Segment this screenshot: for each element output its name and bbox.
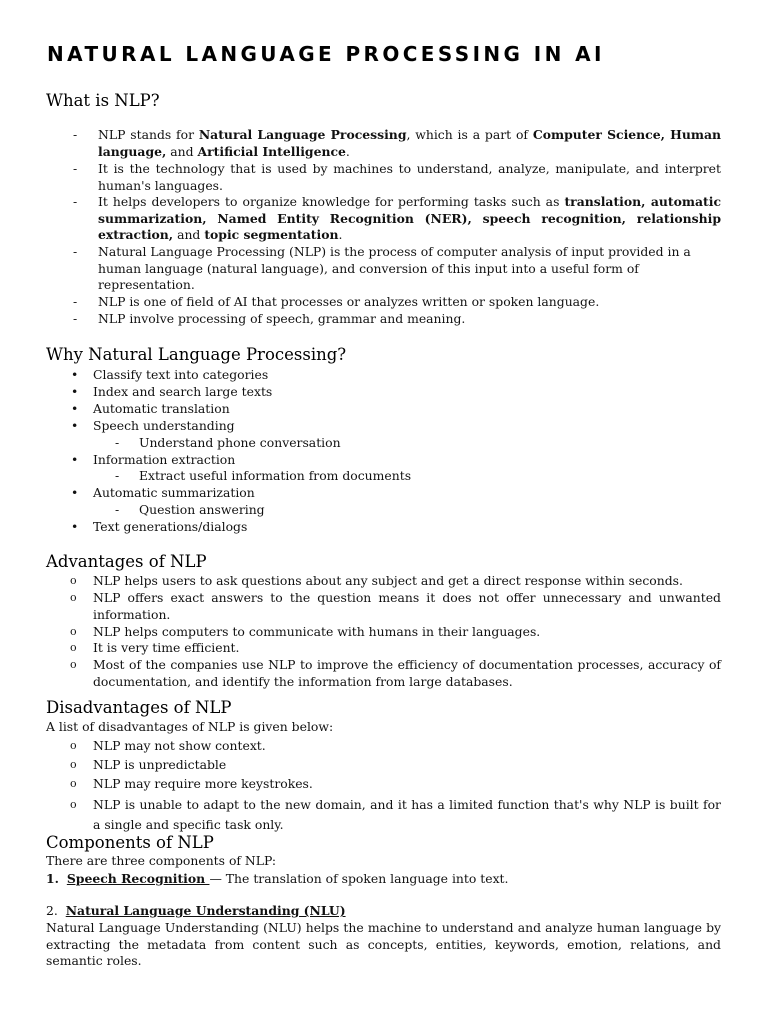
advantage-item: o Most of the companies use NLP to improve the efficiency of documentation processes, accuracy of documentation, and identify the information from large databases. [70, 657, 721, 689]
why-bullet: • Text generations/dialogs [71, 519, 248, 534]
dash-marker: - [73, 294, 78, 309]
page-title: NATURAL LANGUAGE PROCESSING IN AI [47, 42, 605, 66]
what-item [73, 127, 721, 160]
why-sub-item: - Extract useful information from documents [115, 468, 412, 483]
bullet-marker: • [71, 519, 79, 534]
heading-advantages: Advantages of NLP [46, 552, 207, 571]
advantage-item: o NLP helps users to ask questions about any subject and get a direct response within seconds. [70, 573, 683, 588]
bullet-marker: • [71, 367, 79, 382]
components-intro: There are three components of NLP: [46, 853, 277, 868]
heading-disadvantages: Disadvantages of NLP [46, 698, 232, 717]
why-bullet: • Index and search large texts [71, 384, 273, 399]
what-item [73, 161, 721, 194]
heading-why-nlp: Why Natural Language Processing? [46, 345, 347, 364]
bullet-marker: • [71, 384, 79, 399]
dash-marker: - [115, 435, 120, 450]
bullet-marker: • [71, 401, 79, 416]
what-item [73, 244, 693, 294]
circle-marker: o [70, 574, 77, 587]
circle-marker: o [70, 591, 77, 604]
why-bullet: • Speech understanding [71, 418, 235, 433]
component-name: Speech Recognition [66, 871, 210, 886]
why-sub-item: - Question answering [115, 502, 265, 517]
what-item [73, 294, 721, 311]
component-description: — The translation of spoken language into text. [209, 871, 509, 886]
dash-marker: - [73, 194, 78, 209]
circle-marker: o [70, 739, 77, 752]
dash-marker: - [73, 127, 78, 142]
dash-marker: - [73, 161, 78, 176]
what-item-text: NLP stands for Natural Language Processing, which is a part of Computer Science, Human language, and Artificial Intelligence. [98, 127, 721, 159]
dash-marker: - [73, 244, 78, 259]
why-sub-item: - Understand phone conversation [115, 435, 341, 450]
disadvantages-intro: A list of disadvantages of NLP is given below: [46, 719, 334, 734]
advantage-item: o It is very time efficient. [70, 640, 240, 655]
heading-what-is-nlp: What is NLP? [46, 91, 160, 110]
bullet-marker: • [71, 452, 79, 467]
what-item [73, 311, 721, 328]
bullet-marker: • [71, 418, 79, 433]
bullet-marker: • [71, 485, 79, 500]
what-item-text: Natural Language Processing (NLP) is the process of computer analysis of input provided in a human language (natural language), and conversion of this input into a useful form of representation. [98, 244, 691, 293]
what-item-text: It is the technology that is used by machines to understand, analyze, manipulate, and interpret human's languages. [98, 161, 721, 193]
circle-marker: o [70, 658, 77, 671]
circle-marker: o [70, 758, 77, 771]
what-item [73, 194, 721, 244]
component-nlu [46, 903, 346, 920]
what-item-text: NLP is one of field of AI that processes or analyzes written or spoken language. [98, 294, 600, 309]
why-bullet: • Automatic translation [71, 401, 230, 416]
component-nlu-description: Natural Language Understanding (NLU) helps the machine to understand and analyze human language by extracting the metadata from content such as concepts, entities, keywords, emotion, relations, and semantic roles. [46, 920, 721, 969]
heading-components: Components of NLP [46, 833, 214, 852]
circle-marker: o [70, 798, 77, 811]
disadvantage-item: o NLP is unable to adapt to the new domain, and it has a limited function that's why NLP is built for a single and specific task only. [70, 797, 721, 832]
what-item-text: It helps developers to organize knowledge for performing tasks such as translation, automatic summarization, Named Entity Recognition (NER), speech recognition, relationship extraction, and topic segmentation. [98, 194, 721, 243]
component-name: Natural Language Understanding (NLU) [65, 903, 346, 918]
disadvantage-item: o NLP may require more keystrokes. [70, 776, 313, 791]
dash-marker: - [73, 311, 78, 326]
circle-marker: o [70, 777, 77, 790]
component-number: 1. [46, 871, 59, 886]
why-bullet: • Classify text into categories [71, 367, 269, 382]
why-bullet: • Automatic summarization [71, 485, 255, 500]
advantage-item: o NLP offers exact answers to the question means it does not offer unnecessary and unwanted information. [70, 590, 721, 622]
component-number: 2. [46, 903, 58, 918]
circle-marker: o [70, 625, 77, 638]
disadvantage-item: o NLP may not show context. [70, 738, 266, 753]
dash-marker: - [115, 468, 120, 483]
component-speech-recognition [46, 871, 508, 888]
circle-marker: o [70, 641, 77, 654]
advantage-item: o NLP helps computers to communicate with humans in their languages. [70, 624, 541, 639]
why-bullet: • Information extraction [71, 452, 236, 467]
what-item-text: NLP involve processing of speech, grammar and meaning. [98, 311, 466, 326]
disadvantage-item: o NLP is unpredictable [70, 757, 227, 772]
dash-marker: - [115, 502, 120, 517]
